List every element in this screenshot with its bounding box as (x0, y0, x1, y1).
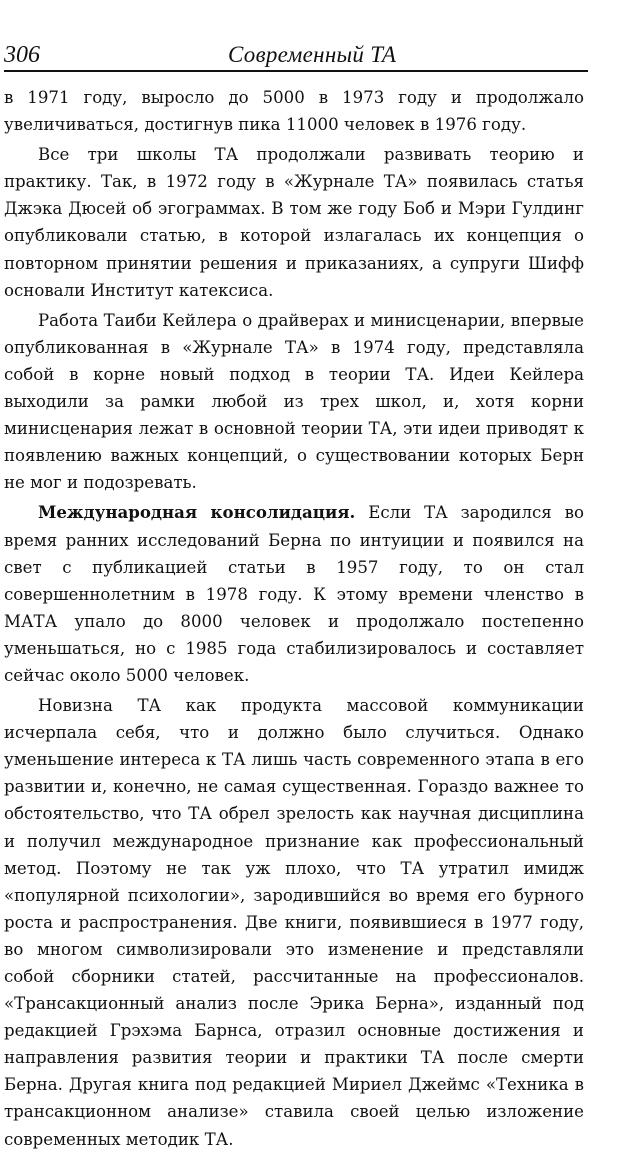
paragraph-continued (4, 84, 584, 138)
running-title: Современный ТА (228, 42, 397, 67)
paragraph-text: Все три школы ТА продолжали развивать теорию и практику. Так, в 1972 году в «Журнале ТА» появилась статья Джэка Дюсей об эгограммах. В том же году Боб и Мэри Гулдинг опубликовали статью, в которой излагалась их концепция о повторном принятии решения и приказаниях, а супруги Шифф основали Институт катексиса. (4, 145, 584, 300)
paragraph-international-consolidation (4, 499, 584, 689)
paragraph-text: Работа Таиби Кейлера о драйверах и минисценарии, впервые опубликованная в «Журнале ТА» в 1974 году, представляла собой в корне новый подход в теории ТА. Идеи Кейлера выходили за рамки любой из трех школ, и, хотя корни минисценария лежат в основной теории ТА, эти идеи приводят к появлению важных концепций, о существовании которых Берн не мог и подозревать. (4, 310, 584, 493)
section-lead-heading: Международная консолидация. (38, 502, 356, 523)
paragraph-kahler (4, 307, 584, 497)
paragraph-novelty (4, 692, 584, 1153)
page-number: 306 (4, 42, 40, 68)
running-head (4, 40, 588, 72)
paragraph-text: Новизна ТА как продукта массовой коммуникации исчерпала себя, что и должно было случиться. Однако уменьшение интереса к ТА лишь часть современного этапа в его развитии и, конечно, не самая существенная. Гораздо важнее то обстоятельство, что ТА обрел зрелость как научная дисциплина и получил международное признание как профессиональный метод. Поэтому не так уж плохо, что ТА утратил имидж «популярной психологии», зародившийся во время его бурного роста и распространения. Две книги, появившиеся в 1977 году, во многом символизировали это изменение и представляли собой сборники статей, рассчитанные на профессионалов. «Трансакционный анализ после Эрика Берна», изданный под редакцией Грэхэма Барнса, отразил основные достижения и направления развития теории и практики ТА после смерти Берна. Другая книга под редакцией Мириел Джеймс «Техника в трансакционном анализе» ставила своей целью изложение современных методик ТА. (4, 696, 584, 1149)
paragraph-text: Если ТА зародился во время ранних исследований Берна по интуиции и появился на свет с публикацией статьи в 1957 году, то он стал совершеннолетним в 1978 году. К этому времени членство в МАТА упало до 8000 человек и продолжало постепенно уменьшаться, но с 1985 года стабилизировалось и составляет сейчас около 5000 человек. (4, 503, 584, 685)
paragraph-three-schools (4, 141, 584, 304)
paragraph-text: в 1971 году, выросло до 5000 в 1973 году и продолжало увеличиваться, достигнув пика 11000 человек в 1976 году. (4, 88, 584, 135)
body-text (4, 84, 584, 1153)
